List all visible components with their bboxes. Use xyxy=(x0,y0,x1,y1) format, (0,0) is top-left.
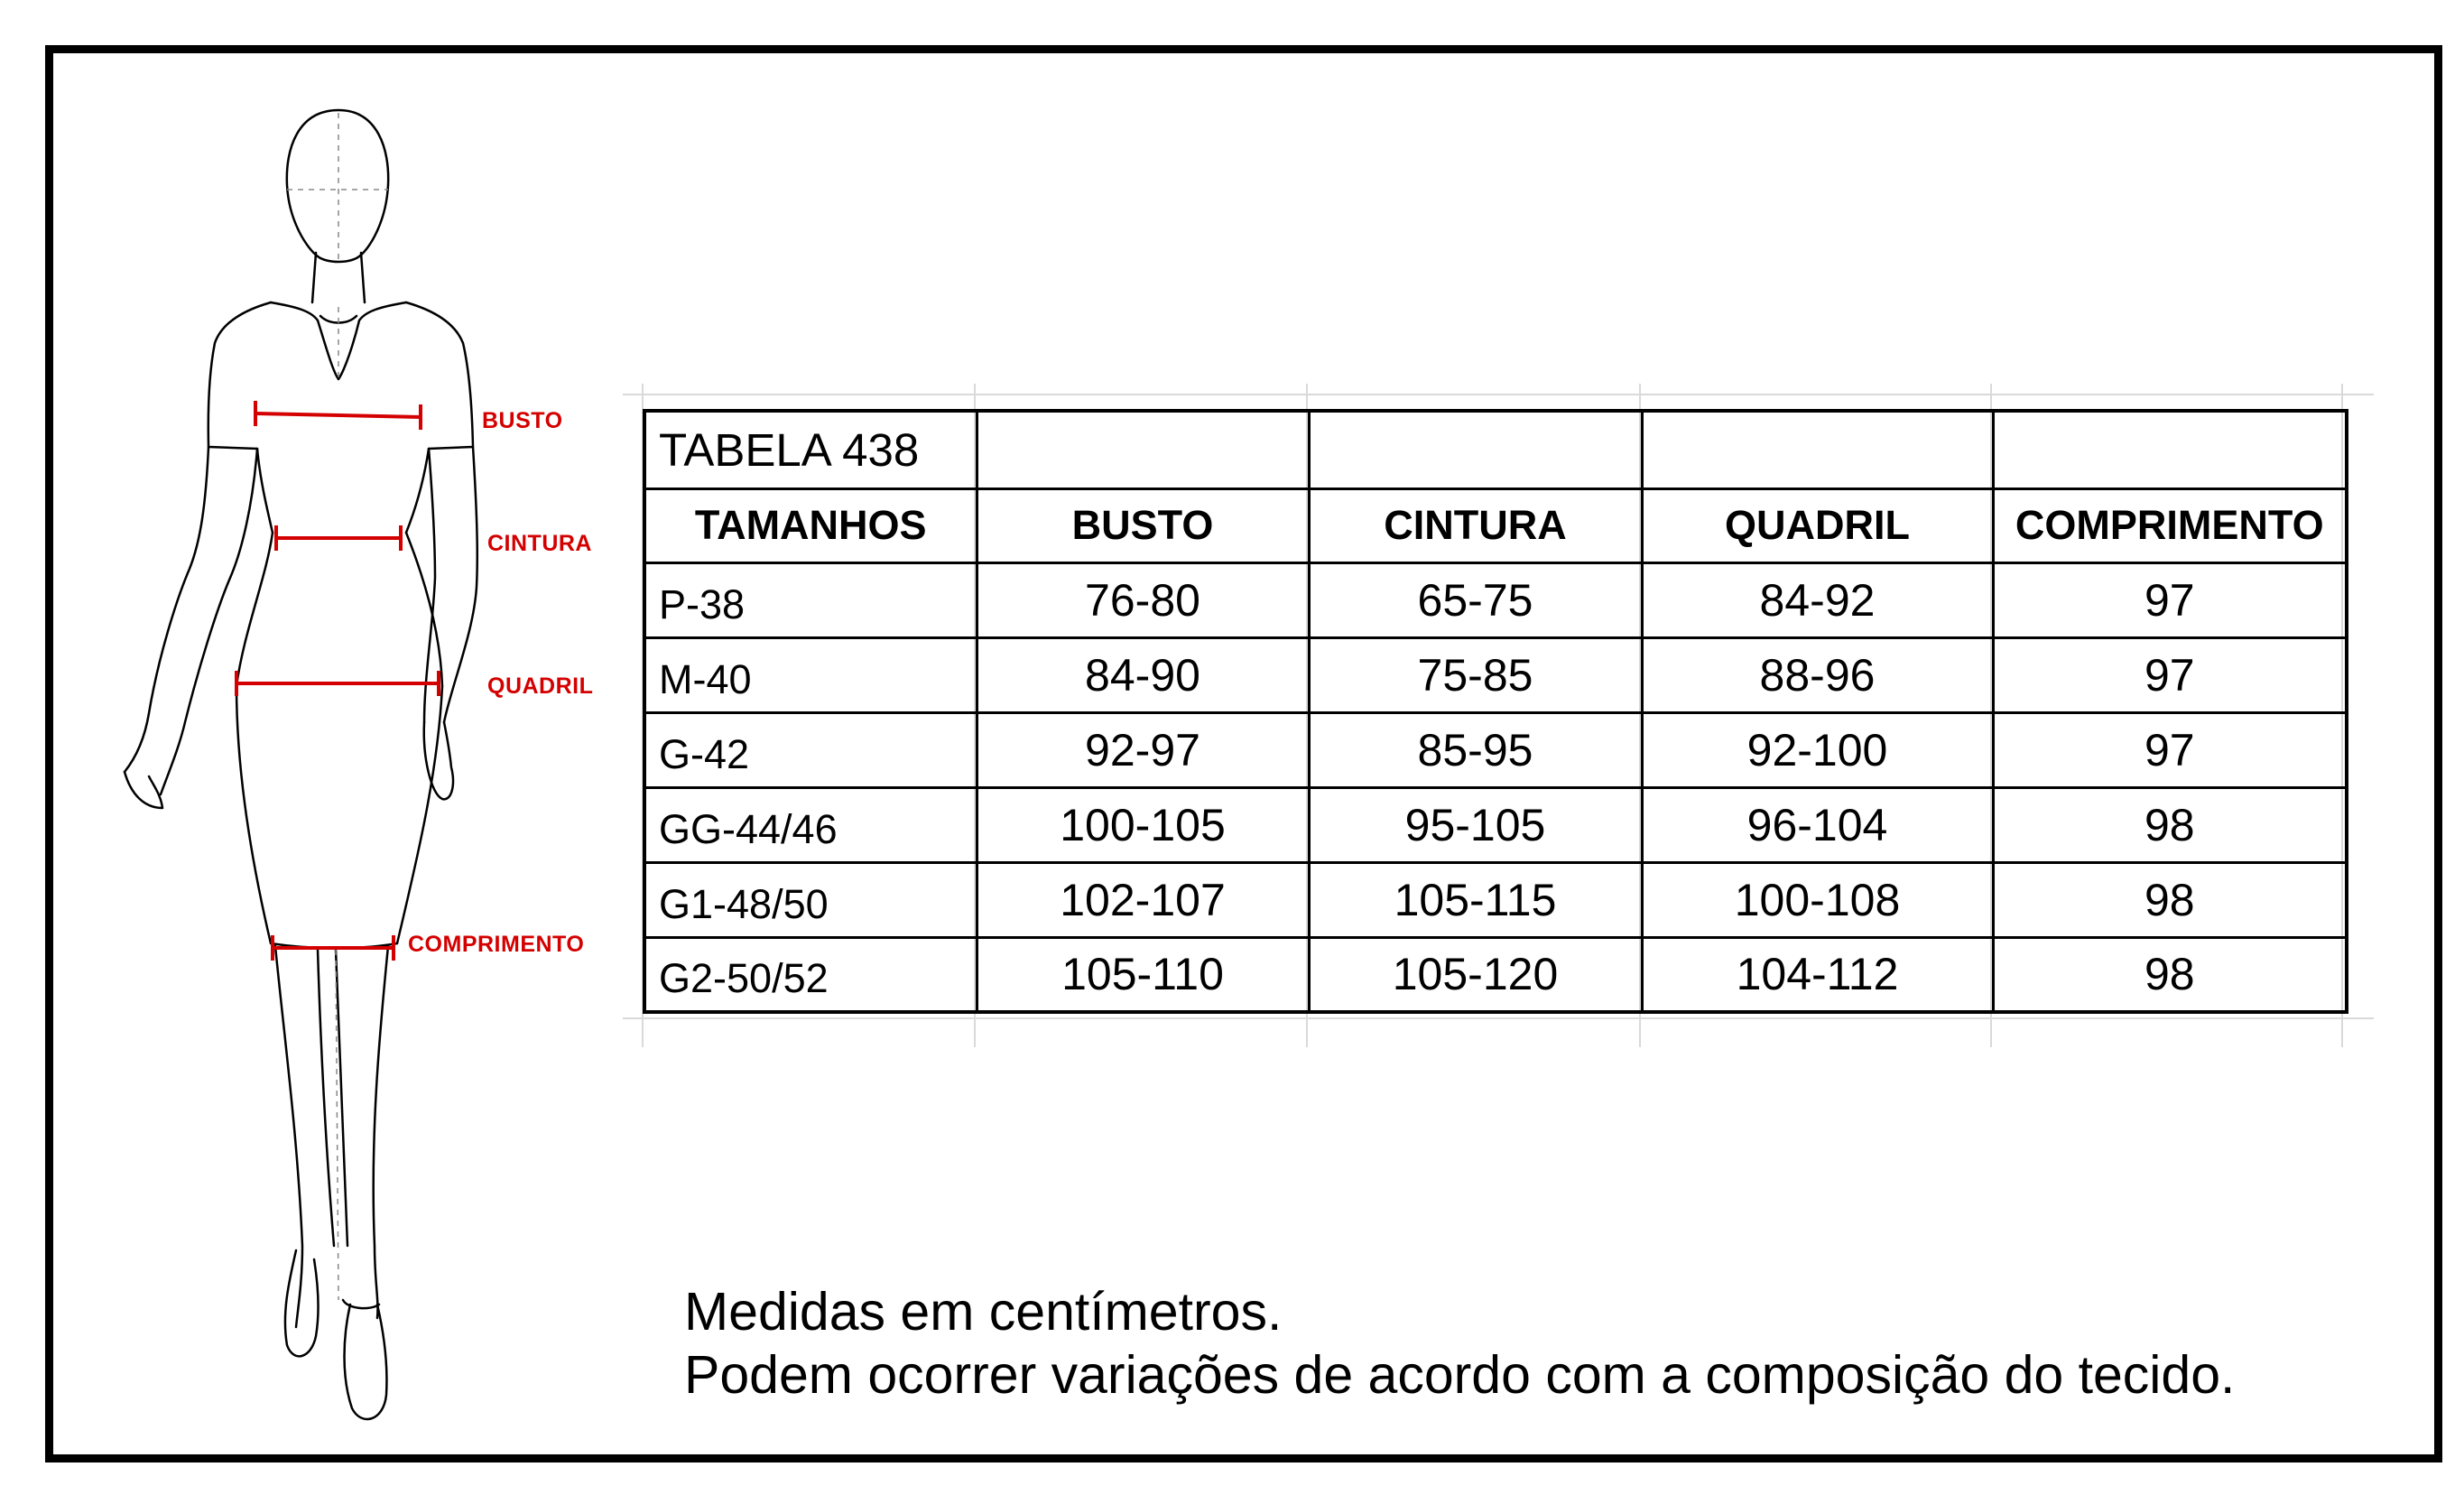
table-title: TABELA 438 xyxy=(644,411,977,488)
busto-cell: 92-97 xyxy=(977,712,1309,787)
busto-cell: 102-107 xyxy=(977,862,1309,937)
table-row xyxy=(644,937,2347,1012)
busto-cell: 84-90 xyxy=(977,637,1309,712)
quadril-cell: 96-104 xyxy=(1642,787,1993,862)
label-cintura: CINTURA xyxy=(487,531,592,556)
label-comprimento: COMPRIMENTO xyxy=(408,932,585,957)
size-cell: M-40 xyxy=(644,637,977,712)
quadril-cell: 84-92 xyxy=(1642,562,1993,637)
table-row xyxy=(644,862,2347,937)
cintura-cell: 65-75 xyxy=(1309,562,1642,637)
header-cintura: CINTURA xyxy=(1309,488,1642,562)
table-row xyxy=(644,712,2347,787)
comprimento-cell: 97 xyxy=(1993,712,2347,787)
cintura-cell: 105-120 xyxy=(1309,937,1642,1012)
table-row xyxy=(644,562,2347,637)
note-variation: Podem ocorrer variações de acordo com a composição do tecido. xyxy=(684,1345,2236,1405)
size-cell: G1-48/50 xyxy=(644,862,977,937)
quadril-cell: 104-112 xyxy=(1642,937,1993,1012)
cintura-cell: 85-95 xyxy=(1309,712,1642,787)
label-busto: BUSTO xyxy=(482,408,563,433)
comprimento-cell: 98 xyxy=(1993,937,2347,1012)
note-units: Medidas em centímetros. xyxy=(684,1282,1283,1342)
comprimento-cell: 98 xyxy=(1993,787,2347,862)
header-quadril: QUADRIL xyxy=(1642,488,1993,562)
comprimento-cell: 98 xyxy=(1993,862,2347,937)
size-cell: G-42 xyxy=(644,712,977,787)
croquis-figure xyxy=(108,90,496,1444)
size-cell: P-38 xyxy=(644,562,977,637)
table-title-row xyxy=(644,411,2347,488)
size-cell: GG-44/46 xyxy=(644,787,977,862)
table-row xyxy=(644,637,2347,712)
busto-cell: 100-105 xyxy=(977,787,1309,862)
cintura-cell: 105-115 xyxy=(1309,862,1642,937)
cintura-cell: 95-105 xyxy=(1309,787,1642,862)
cintura-cell: 75-85 xyxy=(1309,637,1642,712)
comprimento-cell: 97 xyxy=(1993,637,2347,712)
table-header-row xyxy=(644,488,2347,562)
quadril-cell: 92-100 xyxy=(1642,712,1993,787)
label-quadril: QUADRIL xyxy=(487,673,594,699)
busto-cell: 105-110 xyxy=(977,937,1309,1012)
header-tamanhos: TAMANHOS xyxy=(644,488,977,562)
comprimento-cell: 97 xyxy=(1993,562,2347,637)
size-cell: G2-50/52 xyxy=(644,937,977,1012)
header-comprimento: COMPRIMENTO xyxy=(1993,488,2347,562)
quadril-cell: 88-96 xyxy=(1642,637,1993,712)
size-table xyxy=(643,409,2348,1014)
quadril-cell: 100-108 xyxy=(1642,862,1993,937)
busto-cell: 76-80 xyxy=(977,562,1309,637)
measurement-notes xyxy=(684,1280,2235,1407)
table-row xyxy=(644,787,2347,862)
header-busto: BUSTO xyxy=(977,488,1309,562)
